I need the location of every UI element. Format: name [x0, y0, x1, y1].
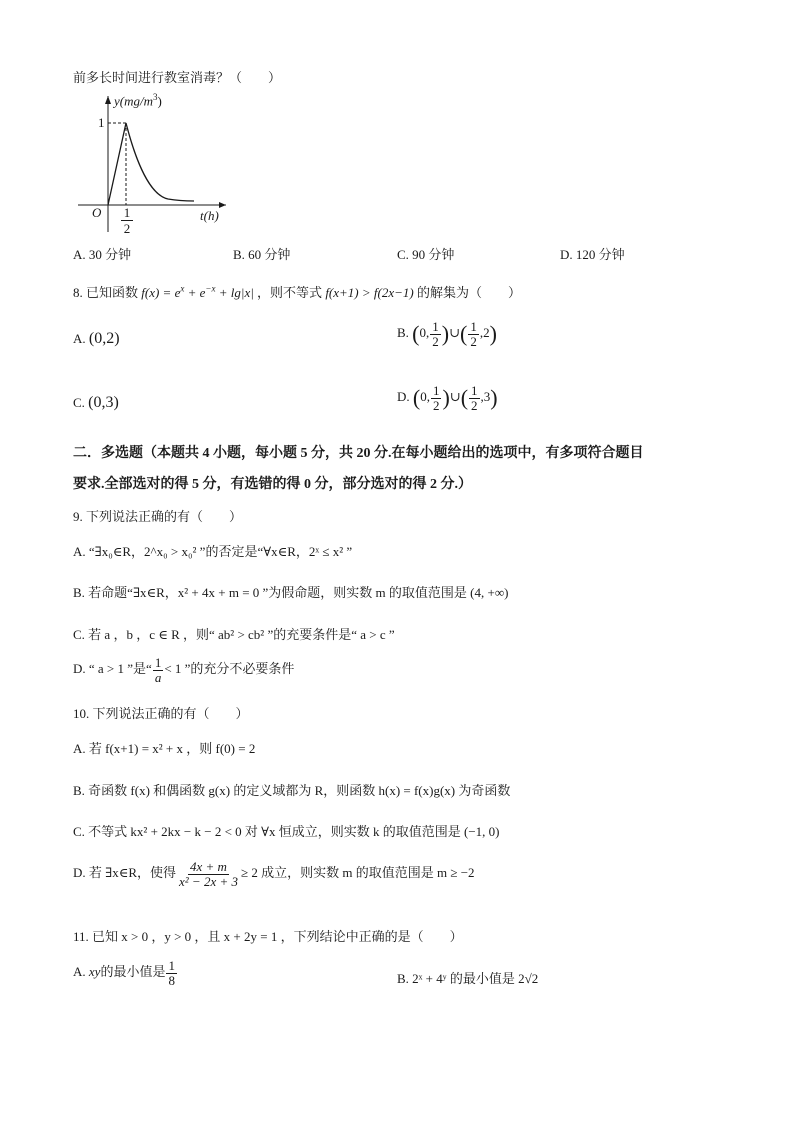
q7-stem-tail: 前多长时间进行教室消毒？（ ） [73, 70, 282, 85]
q8-stem: 8. 已知函数 $f(x) = e^x + e^{-x} + \lg|x|$ ，则不等式 f(x+1) > f(2x−1) 的解集为（ ） [73, 283, 521, 300]
q9-option-b: B. 若命题“∃x∈R，x² + 4x + m = 0 ”为假命题，则实数 m 的取值范围是 (4, +∞) [73, 585, 509, 600]
q10-stem: 10. 下列说法正确的有（ ） [73, 706, 249, 721]
q9-option-d: D. “ a > 1 ”是“ $\frac{1}{a}$ < 1 ”的充分不必要条件 [73, 655, 295, 685]
q9-stem: 9. 下列说法正确的有（ ） [73, 509, 243, 524]
q7-option-b: B. 60 分钟 [233, 247, 291, 262]
section2-heading-line1: 二．多选题（本题共 4 小题，每小题 5 分，共 20 分.在每小题给出的选项中，有多项符合题目 [73, 446, 644, 461]
graph-y-label: $y(mg/m^3)$ [114, 92, 162, 109]
q8-option-c: C. (0,3) [73, 394, 119, 411]
q11-option-b: B. 2ˣ + 4ʸ 的最小值是 2√2 [397, 971, 539, 986]
graph-x-label: t(h) [200, 208, 219, 223]
q11-stem: 11. 已知 x > 0 ，y > 0 ，且 x + 2y = 1 ，下列结论中正确的是（ ） [73, 929, 463, 944]
q10-option-b: B. 奇函数 f(x) 和偶函数 g(x) 的定义域都为 R，则函数 h(x) = f(x)g(x) 为奇函数 [73, 783, 511, 798]
decay-graph [70, 92, 230, 237]
q7-option-d: D. 120 分钟 [560, 247, 625, 262]
q9-option-a: A. “∃x₀∈R，2^x₀ > x₀² ”的否定是“∀x∈R，2ˣ ≤ x² ” [73, 544, 353, 559]
q10-option-a: A. 若 f(x+1) = x² + x ，则 f(0) = 2 [73, 741, 256, 756]
q7-option-c: C. 90 分钟 [397, 247, 455, 262]
graph-x-tick: 1 2 [121, 205, 133, 236]
q10-option-d: D. 若 ∃x∈R，使得 $\frac{4x + m}{\text{x² − 2x + 3}}$ ≥ 2 成立，则实数 m 的取值范围是 m ≥ −2 [73, 859, 475, 889]
q11-option-a: A. xy的最小值是 $\frac{1}{8}$ [73, 958, 175, 988]
graph-origin: O [92, 205, 102, 220]
q10-option-c: C. 不等式 kx² + 2kx − k − 2 < 0 对 ∀x 恒成立，则实数 k 的取值范围是 (−1, 0) [73, 824, 500, 839]
graph-y-tick: 1 [98, 115, 105, 130]
q9-option-c: C. 若 a ，b ，c ∈ R ，则“ ab² > cb² ”的充要条件是“ a > c ” [73, 627, 395, 642]
q8-option-b: B. (0, $\frac{1}{2}$ )∪( $\frac{1}{2}$ ,2) [397, 319, 497, 349]
section2-heading-line2: 要求.全部选对的得 5 分，有选错的得 0 分，部分选对的得 2 分.） [73, 477, 472, 492]
q8-option-a: A. (0,2) [73, 330, 120, 347]
q8-option-d: D. (0, $\frac{1}{2}$ )∪( $\frac{1}{2}$ ,3) [397, 383, 498, 413]
q7-option-a: A. 30 分钟 [73, 247, 132, 262]
